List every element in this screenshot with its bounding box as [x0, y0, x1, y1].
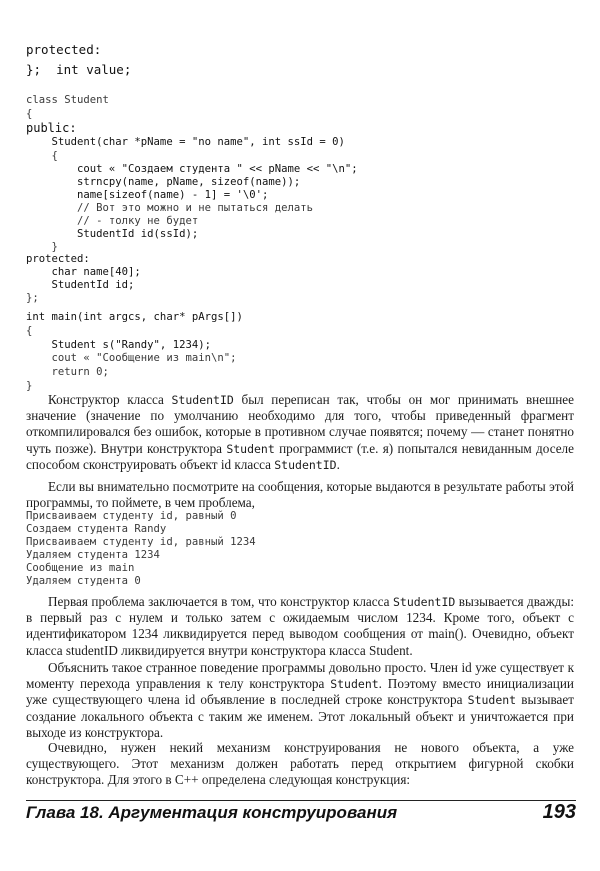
paragraph-4 [26, 660, 574, 741]
output-line: Сообщение из main [26, 562, 135, 574]
chapter-title: Глава 18. Аргументация конструирования [26, 803, 398, 822]
inline-code: Student [330, 677, 379, 692]
output-line: Создаем студента Randy [26, 523, 167, 535]
code-line: } [26, 380, 33, 392]
paragraph-5 [26, 740, 574, 789]
code-line: int main(int argcs, char* pArgs[]) [26, 311, 243, 323]
code-line: cout « "Сообщение из main\n"; [26, 352, 237, 364]
paragraph-1 [26, 392, 574, 473]
code-line: } [26, 241, 58, 253]
code-line: { [26, 325, 33, 337]
paragraph-text: . [336, 456, 340, 472]
code-line: StudentId id; [26, 279, 135, 291]
paragraph-text: вызывается дважды: в первый раз с нулем и только затем с ожидаемым числом 1234. Кроме того, объект с идентификатором 1234 ликвидируется перед выводом сообщения от main(). Очевидно, объект класса studentID ликвидируется внутри конструктора класса Student. [26, 594, 574, 658]
paragraph-text: Если вы внимательно посмотрите на сообщения, которые выдаются в результате работы этой программы, то поймете, в чем проблема, [26, 479, 574, 511]
code-line: protected: [26, 253, 90, 265]
code-top-line-2: }; int value; [26, 62, 132, 77]
code-line: strncpy(name, pName, sizeof(name)); [26, 176, 301, 188]
inline-code: StudentID [171, 393, 234, 407]
output-line: Удаляем студента 1234 [26, 549, 160, 561]
paragraph-text: Очевидно, нужен некий механизм конструирования не нового объекта, а уже существующего. Этот механизм должен работать перед открытием фигурной скобки конструктора. Для этого в C++ определена следующая конструкция: [26, 740, 574, 788]
code-line: Student s("Randy", 1234); [26, 339, 211, 351]
paragraph-text: Конструктор класса [48, 392, 172, 407]
paragraph-3 [26, 594, 574, 659]
paragraph-text: Первая проблема заключается в том, что конструктор класса [48, 594, 393, 609]
paragraph-text: был переписан так, чтобы он мог принимать внешнее значение (значение по умолчанию необходимо для того, чтобы приведенный фрагмент откомпилировался без ошибок, которые в противном случае появятся; почему — станет понятно чуть позже). Внутри конструктора [26, 392, 574, 456]
inline-code: Student [467, 693, 517, 708]
code-line: name[sizeof(name) - 1] = '\0'; [26, 189, 269, 201]
code-line: }; [26, 292, 39, 304]
paragraph-text: программист (т.е. я) попытался невиданным доселе способом сконструировать объект id класса [26, 440, 574, 472]
code-top-line-1: protected: [26, 42, 102, 57]
code-line: Student(char *pName = "no name", int ssId = 0) [26, 136, 345, 148]
output-line: Присваиваем студенту id, равный 1234 [26, 536, 256, 548]
code-line: char name[40]; [26, 266, 141, 278]
code-line: public: [26, 121, 77, 135]
inline-code: StudentID [274, 457, 337, 472]
inline-code: Student [226, 441, 275, 456]
paragraph-text: . Поэтому вместо инициализации уже существующего члена id объявление в последней строке конструктора [26, 676, 574, 708]
page-footer [26, 800, 576, 823]
page-number: 193 [542, 801, 576, 823]
code-line: return 0; [26, 366, 109, 378]
output-line: Присваиваем студенту id, равный 0 [26, 510, 237, 522]
code-line: cout « "Создаем студента " << pName << "\n"; [26, 163, 358, 175]
inline-code: StudentID [392, 595, 456, 609]
paragraph-text: Объяснить такое странное поведение программы довольно просто. Член id уже существует к моменту перехода управления к телу конструктора [26, 660, 574, 692]
code-line: // Вот это можно и не пытаться делать [26, 202, 314, 214]
code-line: { [26, 108, 33, 120]
paragraph-2 [26, 479, 574, 511]
code-line: class Student [26, 94, 109, 106]
code-line: // - толку не будет [26, 215, 199, 227]
code-line: { [26, 150, 58, 162]
paragraph-text: вызывает создание локального объекта с таким же именем. Этот локальный объект и уничтожается при выходе из конструктора. [26, 692, 574, 740]
code-line: StudentId id(ssId); [26, 228, 199, 240]
output-line: Удаляем студента 0 [26, 575, 141, 587]
